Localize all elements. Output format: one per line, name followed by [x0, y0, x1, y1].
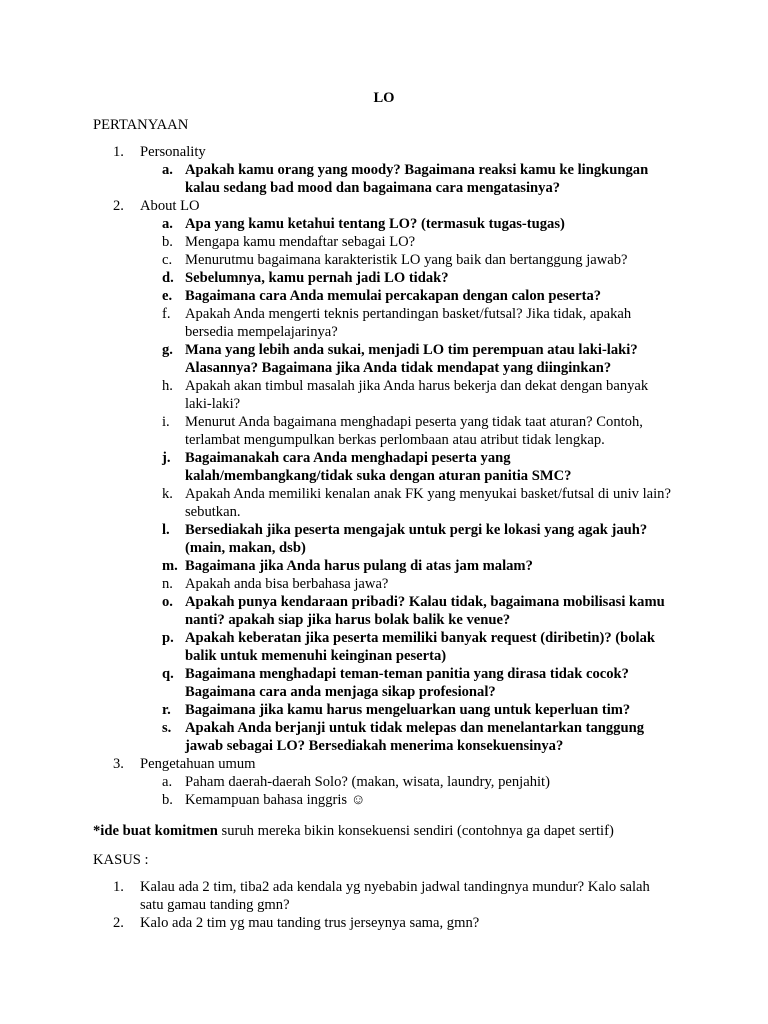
- section-label: About LO: [140, 198, 200, 214]
- section-label: Personality: [140, 144, 206, 160]
- question-item: r. Bagaimana jika kamu harus mengeluarkan uang untuk keperluan tim?: [162, 702, 631, 718]
- cases-list: [113, 878, 673, 932]
- question-item: d. Sebelumnya, kamu pernah jadi LO tidak?: [162, 270, 449, 286]
- section-about-lo: [113, 197, 673, 755]
- section-label: Pengetahuan umum: [140, 756, 256, 772]
- question-item: b. Kemampuan bahasa inggris ☺: [162, 792, 366, 808]
- question-item: p. Apakah keberatan jika peserta memiliki banyak request (diribetin)? (bolak balik untuk memenuhi keinginan peserta): [162, 630, 656, 664]
- section-general-knowledge: [113, 755, 673, 809]
- question-item: b. Mengapa kamu mendaftar sebagai LO?: [162, 234, 416, 250]
- page-title: LO: [373, 90, 395, 106]
- question-item: q. Bagaimana menghadapi teman-teman panitia yang dirasa tidak cocok? Bagaimana cara anda menjaga sikap profesional?: [162, 666, 629, 700]
- questions-heading: PERTANYAAN: [93, 117, 189, 133]
- question-item: a. Apakah kamu orang yang moody? Bagaimana reaksi kamu ke lingkungan kalau sedang bad mood dan bagaimana cara mengatasinya?: [162, 162, 649, 196]
- section-number: 2.: [113, 198, 124, 214]
- question-item: j. Bagaimanakah cara Anda menghadapi peserta yang kalah/membangkang/tidak suka dengan aturan panitia SMC?: [162, 450, 572, 484]
- section-personality: [113, 143, 673, 197]
- question-item: s. Apakah Anda berjanji untuk tidak melepas dan menelantarkan tanggung jawab sebagai LO? Bersediakah menerima konsekuensinya?: [162, 720, 645, 754]
- commitment-note: [93, 822, 614, 840]
- case-item: 2. Kalo ada 2 tim yg mau tanding trus jerseynya sama, gmn?: [113, 915, 480, 931]
- section-number: 3.: [113, 756, 124, 772]
- cases-heading: KASUS :: [93, 852, 149, 868]
- section-number: 1.: [113, 144, 124, 160]
- question-item: f. Apakah Anda mengerti teknis pertandingan basket/futsal? Jika tidak, apakah bersedia mempelajarinya?: [162, 306, 632, 340]
- question-item: c. Menurutmu bagaimana karakteristik LO yang baik dan bertanggung jawab?: [162, 252, 628, 268]
- note-text: suruh mereka bikin konsekuensi sendiri (contohnya ga dapet sertif): [217, 823, 614, 839]
- question-item: e. Bagaimana cara Anda memulai percakapan dengan calon peserta?: [162, 288, 602, 304]
- note-bold: *ide buat komitmen: [93, 823, 218, 839]
- question-item: i. Menurut Anda bagaimana menghadapi peserta yang tidak taat aturan? Contoh, terlambat mengumpulkan berkas perlombaan atau atribut tidak lengkap.: [162, 414, 643, 448]
- case-item: 1. Kalau ada 2 tim, tiba2 ada kendala yg nyebabin jadwal tandingnya mundur? Kalo salah satu gamau tanding gmn?: [113, 879, 650, 913]
- question-item: o. Apakah punya kendaraan pribadi? Kalau tidak, bagaimana mobilisasi kamu nanti? apakah siap jika harus bolak balik ke venue?: [162, 594, 665, 628]
- questions-list: [113, 143, 673, 809]
- question-item: k. Apakah Anda memiliki kenalan anak FK yang menyukai basket/futsal di univ lain? sebutkan.: [162, 486, 671, 520]
- question-item: m. Bagaimana jika Anda harus pulang di atas jam malam?: [162, 558, 533, 574]
- question-item: g. Mana yang lebih anda sukai, menjadi LO tim perempuan atau laki-laki? Alasannya? Bagaimana jika Anda tidak mendapat yang diinginkan?: [162, 342, 638, 376]
- question-item: a. Apa yang kamu ketahui tentang LO? (termasuk tugas-tugas): [162, 216, 565, 232]
- question-item: a. Paham daerah-daerah Solo? (makan, wisata, laundry, penjahit): [162, 774, 550, 790]
- question-item: l. Bersediakah jika peserta mengajak untuk pergi ke lokasi yang agak jauh? (main, makan, dsb): [162, 522, 648, 556]
- question-item: n. Apakah anda bisa berbahasa jawa?: [162, 576, 389, 592]
- question-item: h. Apakah akan timbul masalah jika Anda harus bekerja dan dekat dengan banyak laki-laki?: [162, 378, 649, 412]
